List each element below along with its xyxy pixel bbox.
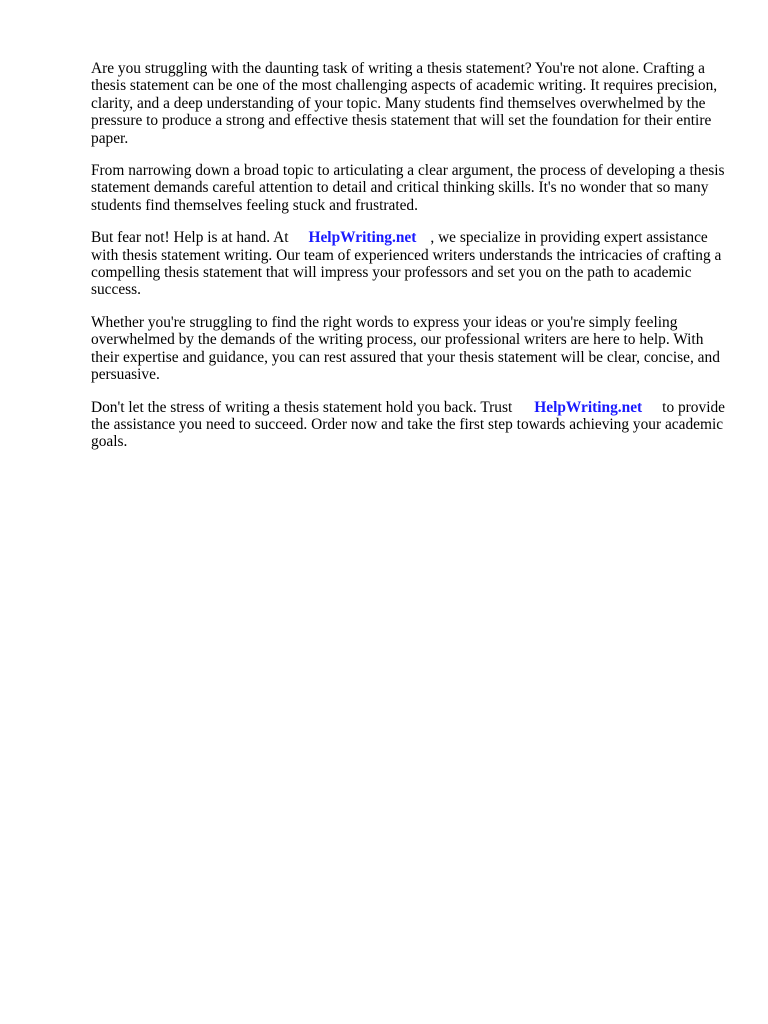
paragraph-closing-rest: to provide the assistance you need to succeed. Order now and take the first step towards achieving your academic goals. [91, 398, 726, 451]
paragraph-help [91, 229, 727, 299]
helpwriting-link-trust[interactable]: HelpWriting.net [534, 398, 643, 416]
paragraph-help-rest: , we specialize in providing expert assistance with thesis statement writing. Our team of experienced writers understands the intricacies of crafting a compelling thesis statement that will impress your professors and set you on the path to academic success. [91, 229, 722, 299]
helpwriting-link[interactable]: HelpWriting.net [308, 229, 417, 247]
paragraph-process: From narrowing down a broad topic to articulating a clear argument, the process of developing a thesis statement demands careful attention to detail and critical thinking skills. It's no wonder that so many students find themselves feeling stuck and frustrated. [91, 162, 725, 214]
paragraph-intro: Are you struggling with the daunting task of writing a thesis statement? You're not alone. Crafting a thesis statement can be one of the most challenging aspects of academic writing. It requires precision, clarity, and a deep understanding of your topic. Many students find themselves overwhelmed by the pressure to produce a strong and effective thesis statement that will set the foundation for their entire paper. [91, 60, 718, 147]
paragraph-writers: Whether you're struggling to find the right words to express your ideas or you're simply feeling overwhelmed by the demands of the writing process, our professional writers are here to help. With their expertise and guidance, you can rest assured that your thesis statement will be clear, concise, and persuasive. [91, 313, 720, 384]
paragraph-closing [91, 399, 727, 451]
paragraph-closing-lead: Don't let the stress of writing a thesis statement hold you back. Trust [91, 398, 513, 416]
paragraph-help-lead: But fear not! Help is at hand. At [91, 229, 289, 247]
document-body [91, 60, 727, 466]
